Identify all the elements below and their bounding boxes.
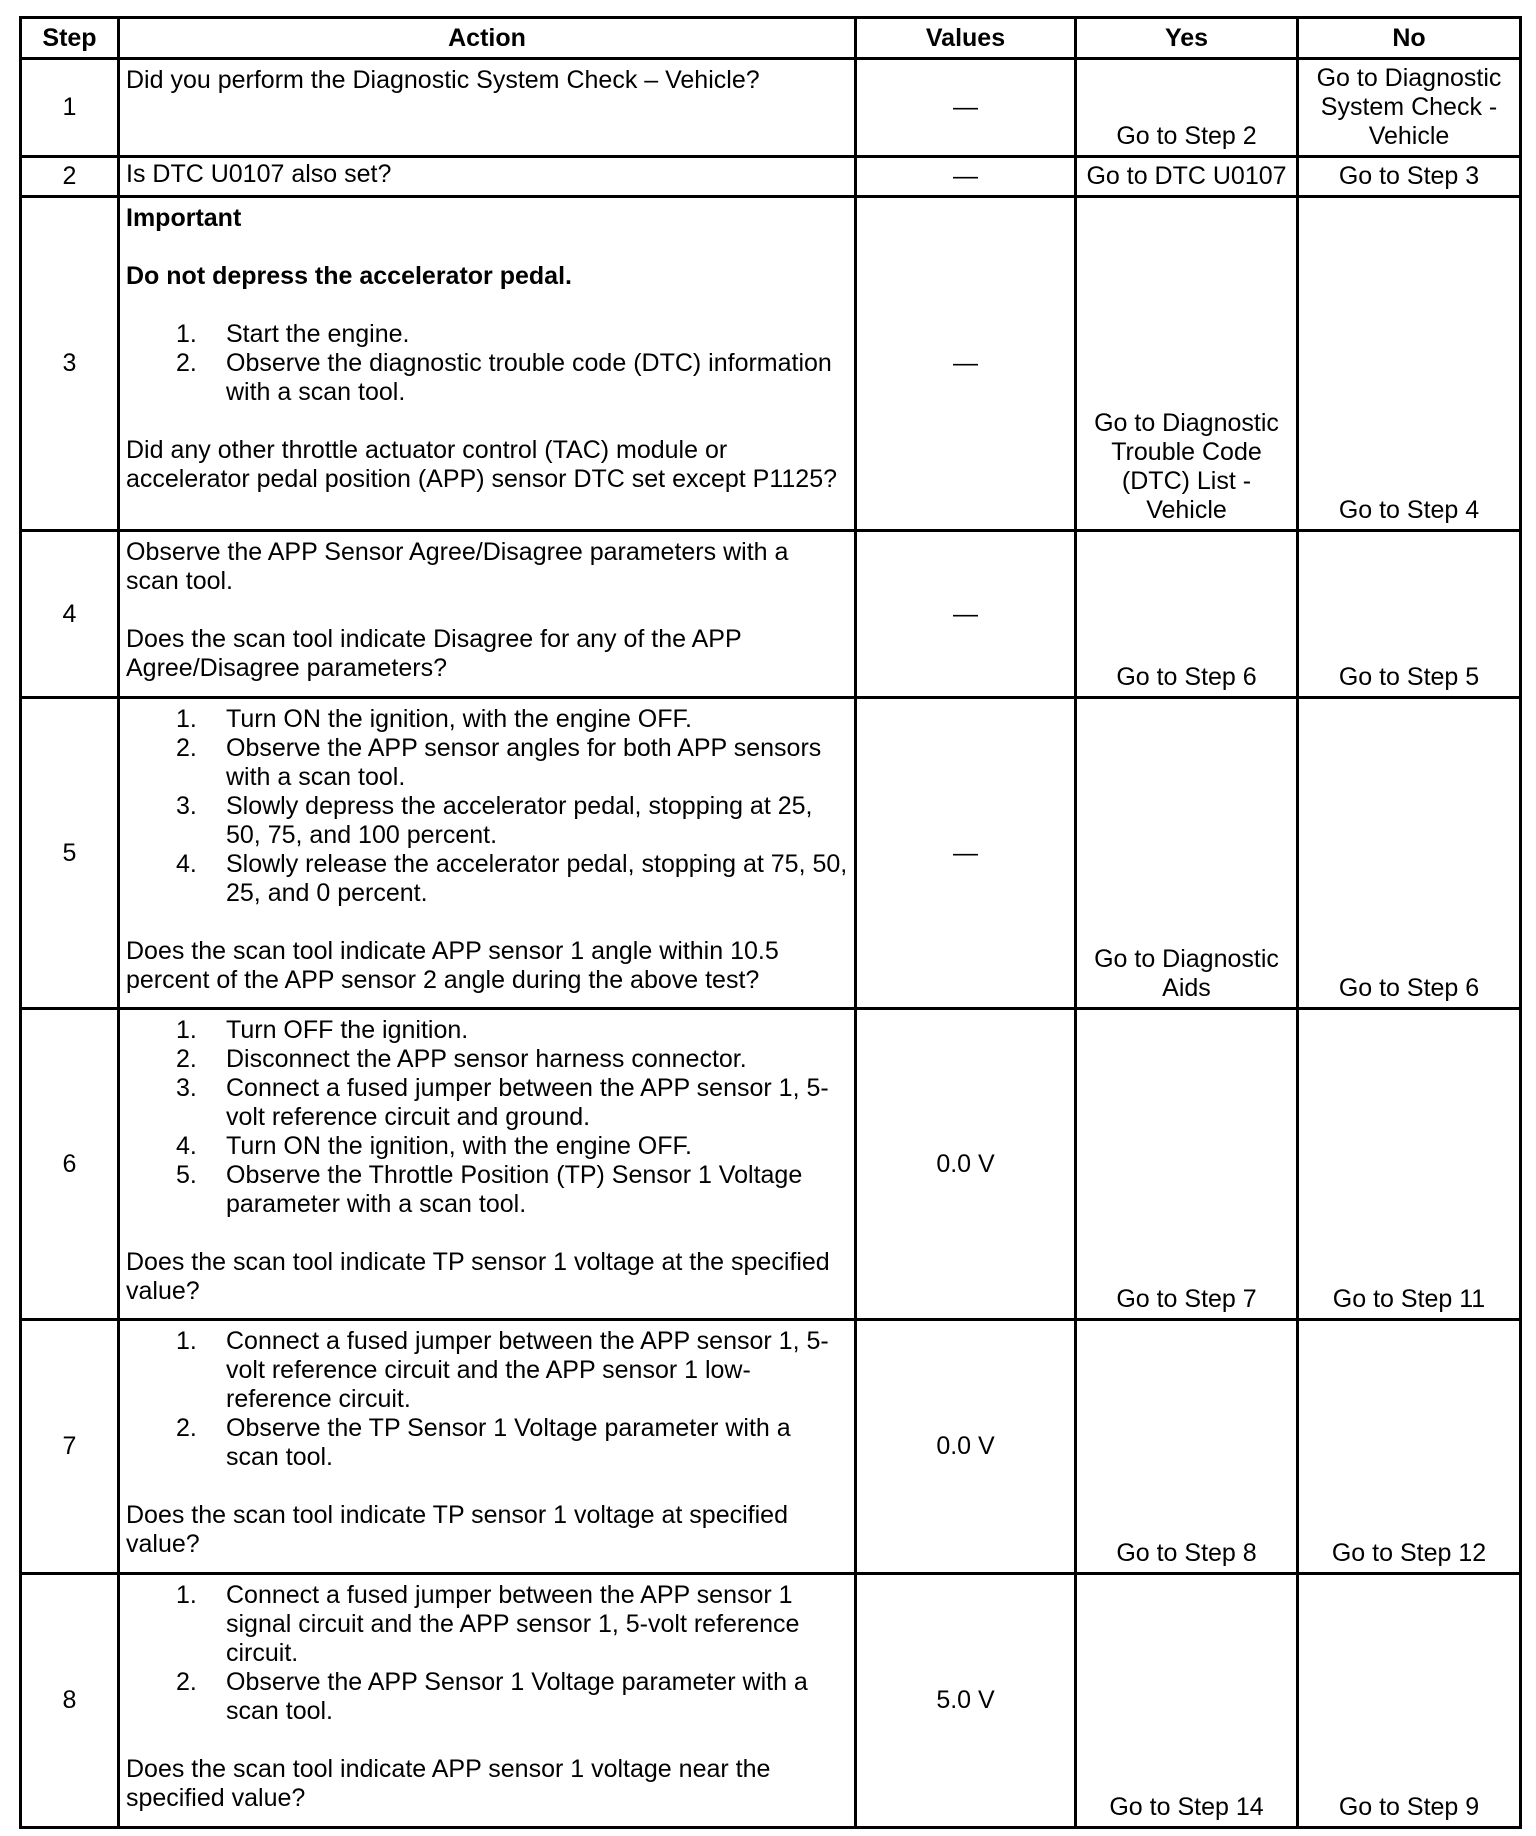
header-no: No [1298, 18, 1521, 59]
list-item: 1. Start the engine. [176, 320, 410, 348]
important-label: Important [126, 204, 242, 232]
value-cell: — [856, 157, 1076, 197]
list-item: 2. Observe the TP Sensor 1 Voltage parameter with a scan tool. [176, 1414, 791, 1471]
step-number: 2 [21, 157, 119, 197]
action-question: Does the scan tool indicate TP sensor 1 voltage at the specified value? [126, 1248, 830, 1305]
no-cell: Go to Step 9 [1298, 1574, 1521, 1828]
value-cell: 0.0 V [856, 1320, 1076, 1574]
list-item: 3. Connect a fused jumper between the APP sensor 1, 5-volt reference circuit and ground. [176, 1074, 829, 1131]
list-item: 2. Observe the APP Sensor 1 Voltage parameter with a scan tool. [176, 1668, 808, 1725]
action-question: Does the scan tool indicate Disagree for any of the APP Agree/Disagree parameters? [126, 625, 742, 682]
step-number: 4 [21, 531, 119, 698]
no-cell: Go to Step 3 [1298, 157, 1521, 197]
action-question: Is DTC U0107 also set? [126, 160, 392, 188]
table-row [21, 197, 1521, 531]
list-item: 4. Turn ON the ignition, with the engine OFF. [176, 1132, 692, 1160]
yes-cell: Go to Step 2 [1076, 59, 1298, 157]
yes-cell: Go to Diagnostic Trouble Code (DTC) List - Vehicle [1076, 197, 1298, 531]
step-number: 1 [21, 59, 119, 157]
table-row [21, 59, 1521, 157]
no-cell: Go to Step 4 [1298, 197, 1521, 531]
action-cell [119, 1574, 856, 1828]
step-number: 3 [21, 197, 119, 531]
step-number: 6 [21, 1009, 119, 1320]
procedure-list [126, 320, 848, 407]
yes-cell: Go to Step 7 [1076, 1009, 1298, 1320]
yes-cell: Go to DTC U0107 [1076, 157, 1298, 197]
list-item: 2. Observe the diagnostic trouble code (DTC) information with a scan tool. [176, 349, 832, 406]
value-cell: — [856, 531, 1076, 698]
header-action: Action [119, 18, 856, 59]
table-row [21, 531, 1521, 698]
no-cell: Go to Step 5 [1298, 531, 1521, 698]
action-question: Did you perform the Diagnostic System Check – Vehicle? [126, 66, 760, 94]
list-item: 2. Observe the APP sensor angles for both APP sensors with a scan tool. [176, 734, 822, 791]
action-question: Did any other throttle actuator control (TAC) module or accelerator pedal position (APP) sensor DTC set except P1125? [126, 436, 838, 493]
action-question: Does the scan tool indicate APP sensor 1 angle within 10.5 percent of the APP sensor 2 angle during the above test? [126, 937, 779, 994]
header-row [21, 18, 1521, 59]
list-item: 2. Disconnect the APP sensor harness connector. [176, 1045, 747, 1073]
no-cell: Go to Diagnostic System Check - Vehicle [1298, 59, 1521, 157]
action-cell [119, 157, 856, 197]
list-item: 3. Slowly depress the accelerator pedal, stopping at 25, 50, 75, and 100 percent. [176, 792, 813, 849]
step-number: 7 [21, 1320, 119, 1574]
step-number: 5 [21, 698, 119, 1009]
header-values: Values [856, 18, 1076, 59]
procedure-list [126, 1327, 848, 1472]
table-row [21, 1574, 1521, 1828]
action-intro: Observe the APP Sensor Agree/Disagree parameters with a scan tool. [126, 538, 789, 595]
procedure-list [126, 1016, 848, 1219]
list-item: 4. Slowly release the accelerator pedal, stopping at 75, 50, 25, and 0 percent. [176, 850, 848, 907]
yes-cell: Go to Step 8 [1076, 1320, 1298, 1574]
no-cell: Go to Step 6 [1298, 698, 1521, 1009]
table-row [21, 1009, 1521, 1320]
action-question: Does the scan tool indicate APP sensor 1 voltage near the specified value? [126, 1755, 771, 1812]
action-question: Does the scan tool indicate TP sensor 1 voltage at specified value? [126, 1501, 788, 1558]
action-cell [119, 1320, 856, 1574]
diagnostic-table [19, 16, 1522, 1829]
important-note: Do not depress the accelerator pedal. [126, 262, 572, 290]
list-item: 5. Observe the Throttle Position (TP) Sensor 1 Voltage parameter with a scan tool. [176, 1161, 803, 1218]
procedure-list [126, 1581, 848, 1726]
yes-cell: Go to Step 6 [1076, 531, 1298, 698]
action-cell [119, 197, 856, 531]
value-cell: 5.0 V [856, 1574, 1076, 1828]
yes-cell: Go to Diagnostic Aids [1076, 698, 1298, 1009]
table-row [21, 157, 1521, 197]
table-row [21, 698, 1521, 1009]
list-item: 1. Connect a fused jumper between the APP sensor 1, 5-volt reference circuit and the APP sensor 1 low-reference circuit. [176, 1327, 829, 1413]
table-row [21, 1320, 1521, 1574]
list-item: 1. Connect a fused jumper between the APP sensor 1 signal circuit and the APP sensor 1, 5-volt reference circuit. [176, 1581, 800, 1667]
no-cell: Go to Step 11 [1298, 1009, 1521, 1320]
value-cell: 0.0 V [856, 1009, 1076, 1320]
list-item: 1. Turn ON the ignition, with the engine OFF. [176, 705, 692, 733]
action-cell [119, 59, 856, 157]
yes-cell: Go to Step 14 [1076, 1574, 1298, 1828]
value-cell: — [856, 197, 1076, 531]
step-number: 8 [21, 1574, 119, 1828]
header-step: Step [21, 18, 119, 59]
value-cell: — [856, 59, 1076, 157]
procedure-list [126, 705, 848, 908]
no-cell: Go to Step 12 [1298, 1320, 1521, 1574]
action-cell [119, 1009, 856, 1320]
value-cell: — [856, 698, 1076, 1009]
action-cell [119, 531, 856, 698]
list-item: 1. Turn OFF the ignition. [176, 1016, 469, 1044]
action-cell [119, 698, 856, 1009]
header-yes: Yes [1076, 18, 1298, 59]
